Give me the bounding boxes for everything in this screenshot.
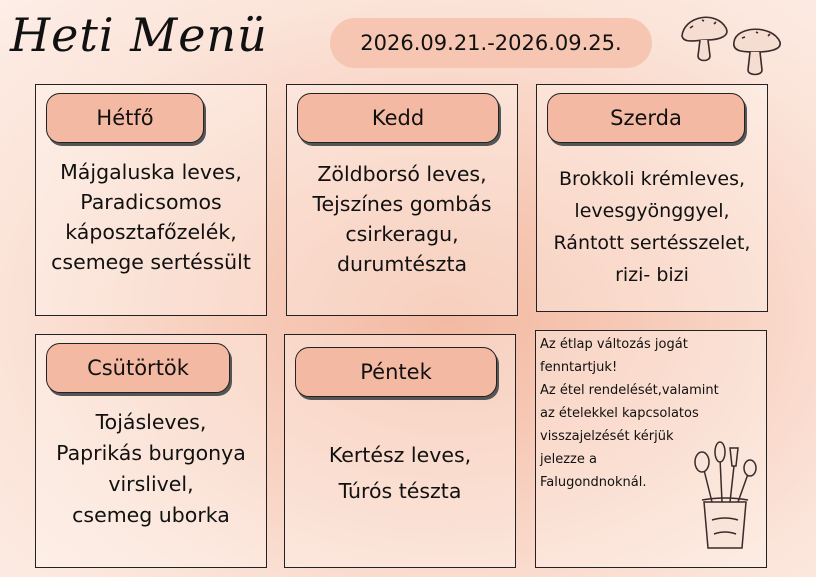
notice-line: az ételekkel kapcsolatos [540,406,699,421]
notice-line: fenntartjuk! [540,360,618,375]
menu-items-tuesday [287,159,517,279]
notice-line: Az étel rendelését,valamint [540,383,719,398]
menu-items-monday [36,157,266,277]
menu-line: Túrós tészta [338,479,462,503]
day-name: Kedd [371,106,425,130]
day-name: Péntek [360,360,432,384]
day-name: Szerda [610,106,682,130]
day-card-thursday [35,334,267,568]
menu-line: Tejszínes gombás [312,192,492,216]
date-range-badge [330,18,652,68]
menu-line: Tojásleves, [95,410,207,434]
menu-line: csirkeragu, [345,222,459,246]
day-card-wednesday [536,84,768,312]
menu-line: Májgaluska leves, [60,160,242,184]
menu-title: Heti Menü [10,8,268,62]
utensils-icon [690,440,760,552]
menu-items-wednesday [537,163,767,291]
mushroom-icon [676,6,786,80]
day-label-thursday [46,343,230,393]
date-range-text: 2026.09.21.-2026.09.25. [360,31,622,55]
menu-items-friday [285,437,515,509]
menu-line: Brokkoli krémleves, [558,168,746,190]
day-label-monday [46,93,204,143]
notice-line: visszajelzését kérjük [540,429,674,444]
notice-line: Az étlap változás jogát [540,337,688,352]
menu-line: Rántott sertésszelet, [553,232,751,254]
day-card-friday [284,334,516,568]
day-card-monday [35,84,267,316]
menu-line: káposztafőzelék, [65,220,237,244]
menu-line: Paradicsomos [80,190,222,214]
notice-line: Falugondnoknál. [540,475,647,490]
day-name: Csütörtök [87,356,189,380]
day-name: Hétfő [96,106,154,130]
menu-line: virslivel, [108,472,194,496]
day-label-tuesday [297,93,499,143]
menu-line: Paprikás burgonya [56,441,246,465]
menu-line: csemege sertéssült [51,250,251,274]
menu-line: rizi- bizi [615,264,689,286]
menu-line: csemeg uborka [72,503,230,527]
day-label-wednesday [547,93,745,143]
day-card-tuesday [286,84,518,316]
menu-line: Kertész leves, [328,443,472,467]
menu-line: durumtészta [336,252,468,276]
menu-line: Zöldborsó leves, [317,162,487,186]
menu-line: levesgyönggyel, [574,200,730,222]
day-label-friday [295,347,497,397]
notice-line: jelezze a [540,452,597,467]
menu-items-thursday [36,407,266,531]
